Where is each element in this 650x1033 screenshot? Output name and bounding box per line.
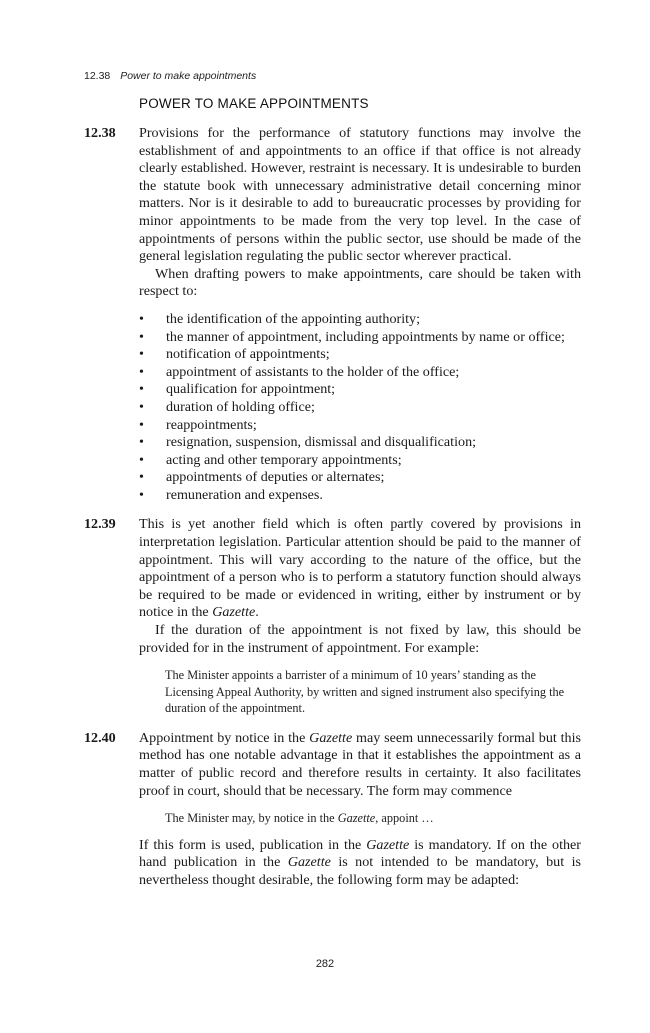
paragraph-number: 12.39 xyxy=(84,516,116,533)
bullet-icon: • xyxy=(139,363,144,380)
paragraph-text: If the duration of the appointment is not fixed by law, this should be provided for in the instrument of appointment. For example: xyxy=(139,622,581,656)
list-item: • the manner of appointment, including appointments by name or office; xyxy=(139,328,565,345)
paragraph-12-40 xyxy=(84,730,581,890)
paragraph-text: Appointment by notice in the Gazette may seem unnecessarily formal but this method has one notable advantage in that it establishes the appointment as a matter of public record and therefore results in certainty. It also facilitates proof in court, should that be necessary. The form may commence xyxy=(139,729,581,799)
bullet-list xyxy=(139,311,581,505)
bullet-icon: • xyxy=(139,381,144,398)
example-text: The Minister appoints a barrister of a minimum of 10 years’ standing as the Licensing Appeal Authority, by written and signed instrument also specifying the duration of the appointment. xyxy=(165,668,565,716)
bullet-icon: • xyxy=(139,328,144,345)
bullet-icon: • xyxy=(139,434,144,451)
list-item: • resignation, suspension, dismissal and disqualification; xyxy=(139,434,477,451)
section-heading: POWER TO MAKE APPOINTMENTS xyxy=(139,96,369,111)
paragraph-number: 12.40 xyxy=(84,729,116,746)
list-item: • qualification for appointment; xyxy=(139,381,336,398)
paragraph-text: When drafting powers to make appointments, care should be taken with respect to: xyxy=(139,265,581,300)
list-item: • reappointments; xyxy=(139,416,257,433)
list-item: • appointment of assistants to the holder of the office; xyxy=(139,363,460,380)
paragraph-12-38 xyxy=(84,125,581,504)
paragraph-number: 12.38 xyxy=(84,125,116,141)
bullet-icon: • xyxy=(139,398,144,415)
list-item: • remuneration and expenses. xyxy=(139,486,323,503)
bullet-icon: • xyxy=(139,416,144,433)
list-item: • notification of appointments; xyxy=(139,346,330,363)
bullet-icon: • xyxy=(139,346,144,363)
example-text: The Minister may, by notice in the Gazette, appoint … xyxy=(165,811,434,826)
paragraph-12-39 xyxy=(84,516,581,716)
list-item: • acting and other temporary appointments; xyxy=(139,451,402,468)
running-head xyxy=(84,70,256,82)
document-body xyxy=(84,125,581,889)
paragraph-text: This is yet another field which is often partly covered by provisions in interpretation legislation. Particular attention should be paid to the manner of appointment. This will vary according to the nature of the office, but the appointment of a person who is to perform a statutory function should always be required to be made or evidenced in writing, either by instrument or by notice in the Gazette. xyxy=(139,516,581,621)
list-item: • the identification of the appointing authority; xyxy=(139,310,421,327)
running-head-title: Power to make appointments xyxy=(120,70,257,82)
paragraph-text: If this form is used, publication in the Gazette is mandatory. If on the other hand publication in the Gazette is not intended to be mandatory, but is nevertheless thought desirable, the following form may be adapted: xyxy=(139,836,582,888)
bullet-icon: • xyxy=(139,451,144,468)
running-head-section: 12.38 xyxy=(84,70,111,82)
page-number: 282 xyxy=(315,958,335,970)
list-item: • appointments of deputies or alternates; xyxy=(139,469,385,486)
bullet-icon: • xyxy=(139,486,144,503)
bullet-icon: • xyxy=(139,310,144,327)
paragraph-text: Provisions for the performance of statutory functions may involve the establishment of and appointments to an office if that office is not already clearly established. However, restraint is necessary. It is undesirable to burden the statute book with unnecessary administrative detail concerning minor matters. Nor is it desirable to add to bureaucratic processes by providing for minor appointments to be made from the very top level. In the case of appointments of persons within the public sector, use should be made of the general legislation regulating the public sector wherever practical. xyxy=(139,125,581,265)
list-item: • duration of holding office; xyxy=(139,398,315,415)
bullet-icon: • xyxy=(139,469,144,486)
